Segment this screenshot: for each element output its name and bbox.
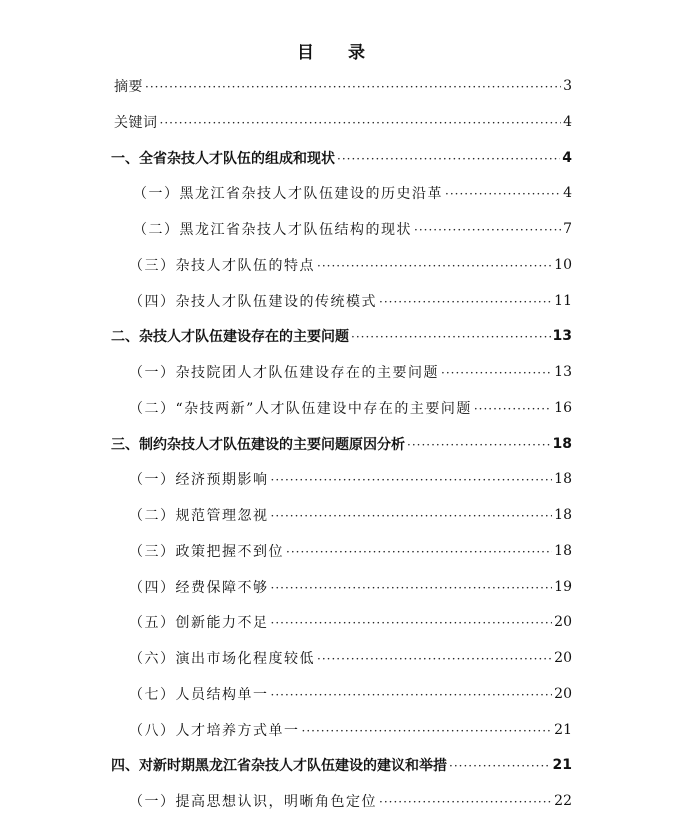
toc-entry[interactable] bbox=[129, 464, 572, 494]
toc-entry-page-number: 4 bbox=[563, 185, 572, 201]
toc-entry-page-number: 21 bbox=[554, 722, 572, 738]
toc-entry[interactable] bbox=[114, 71, 572, 101]
toc-entry-page-number: 18 bbox=[552, 436, 572, 452]
toc-entry-page-number: 19 bbox=[554, 579, 572, 595]
leader-dots bbox=[271, 616, 553, 630]
toc-entry-page-number: 20 bbox=[554, 686, 572, 702]
leader-dots bbox=[351, 330, 551, 344]
toc-entry-label: （四）杂技人才队伍建设的传统模式 bbox=[129, 294, 377, 310]
leader-dots bbox=[441, 366, 552, 380]
toc-entry[interactable] bbox=[129, 357, 572, 387]
toc-entry[interactable] bbox=[129, 643, 572, 673]
toc-entry[interactable] bbox=[111, 429, 572, 459]
toc-entry-page-number: 21 bbox=[552, 757, 572, 773]
leader-dots bbox=[317, 259, 552, 273]
toc-entry[interactable] bbox=[129, 250, 572, 280]
toc-entry[interactable] bbox=[111, 143, 572, 173]
toc-entry-label: 关键词 bbox=[114, 115, 158, 131]
toc-entry-label: 四、对新时期黑龙江省杂技人才队伍建设的建议和举措 bbox=[111, 758, 447, 774]
leader-dots bbox=[317, 652, 552, 666]
toc-entry[interactable] bbox=[129, 607, 572, 637]
toc-entry[interactable] bbox=[129, 679, 572, 709]
toc-entry-label: （一）经济预期影响 bbox=[129, 472, 269, 488]
leader-dots bbox=[474, 402, 552, 416]
toc-entry[interactable] bbox=[133, 178, 572, 208]
toc-entry-label: （三）杂技人才队伍的特点 bbox=[129, 258, 315, 274]
toc-entry-label: 一、全省杂技人才队伍的组成和现状 bbox=[111, 151, 335, 167]
toc-entry-label: 摘要 bbox=[114, 79, 143, 95]
toc-entry[interactable] bbox=[111, 321, 572, 351]
toc-entry[interactable] bbox=[129, 286, 572, 316]
toc-entry-page-number: 4 bbox=[563, 114, 572, 130]
toc-entry-label: （一）黑龙江省杂技人才队伍建设的历史沿革 bbox=[133, 186, 443, 202]
toc-entry-label: （三）政策把握不到位 bbox=[129, 544, 284, 560]
leader-dots bbox=[145, 80, 561, 94]
leader-dots bbox=[271, 581, 553, 595]
toc-entry-page-number: 18 bbox=[554, 543, 572, 559]
toc-entry-label: （四）经费保障不够 bbox=[129, 580, 269, 596]
toc-entry-page-number: 11 bbox=[554, 293, 572, 309]
toc-entry-label: （八）人才培养方式单一 bbox=[129, 723, 300, 739]
leader-dots bbox=[379, 295, 552, 309]
toc-entry-label: （一）杂技院团人才队伍建设存在的主要问题 bbox=[129, 365, 439, 381]
toc-entry-label: （六）演出市场化程度较低 bbox=[129, 651, 315, 667]
toc-entry-label: （七）人员结构单一 bbox=[129, 687, 269, 703]
toc-entry-page-number: 4 bbox=[562, 150, 572, 166]
leader-dots bbox=[271, 509, 553, 523]
leader-dots bbox=[286, 545, 552, 559]
leader-dots bbox=[337, 152, 560, 166]
toc-entry-label: （二）“杂技两新”人才队伍建设中存在的主要问题 bbox=[129, 401, 472, 417]
toc-entry-label: 二、杂技人才队伍建设存在的主要问题 bbox=[111, 329, 349, 345]
toc-entry[interactable] bbox=[129, 393, 572, 423]
toc-entry-page-number: 7 bbox=[563, 221, 572, 237]
toc-entry-label: （一）提高思想认识，明晰角色定位 bbox=[129, 794, 377, 810]
toc-entry[interactable] bbox=[129, 572, 572, 602]
toc-entry-label: （二）黑龙江省杂技人才队伍结构的现状 bbox=[133, 222, 412, 238]
toc-entry-label: （五）创新能力不足 bbox=[129, 615, 269, 631]
leader-dots bbox=[379, 795, 552, 809]
leader-dots bbox=[271, 688, 553, 702]
toc-title: 目 录 bbox=[297, 43, 379, 63]
leader-dots bbox=[271, 473, 553, 487]
toc-entry-page-number: 20 bbox=[554, 614, 572, 630]
toc-entry-page-number: 18 bbox=[554, 507, 572, 523]
toc-entry[interactable] bbox=[129, 715, 572, 745]
leader-dots bbox=[302, 724, 553, 738]
leader-dots bbox=[449, 759, 551, 773]
toc-entry-page-number: 13 bbox=[552, 328, 572, 344]
toc-entry-page-number: 18 bbox=[554, 471, 572, 487]
toc-entry[interactable] bbox=[133, 214, 572, 244]
toc-entry[interactable] bbox=[129, 500, 572, 530]
toc-entry-page-number: 20 bbox=[554, 650, 572, 666]
leader-dots bbox=[414, 223, 561, 237]
toc-entry-label: （二）规范管理忽视 bbox=[129, 508, 269, 524]
toc-entry-page-number: 13 bbox=[554, 364, 572, 380]
toc-entry-page-number: 16 bbox=[554, 400, 572, 416]
leader-dots bbox=[160, 116, 562, 130]
toc-entry[interactable] bbox=[129, 536, 572, 566]
leader-dots bbox=[445, 187, 561, 201]
toc-entry[interactable] bbox=[114, 107, 572, 137]
toc-entry[interactable] bbox=[111, 750, 572, 780]
toc-entry-page-number: 22 bbox=[554, 793, 572, 809]
toc-entry-label: 三、制约杂技人才队伍建设的主要问题原因分析 bbox=[111, 437, 405, 453]
leader-dots bbox=[407, 438, 551, 452]
toc-entry-page-number: 3 bbox=[563, 78, 572, 94]
toc-entry-page-number: 10 bbox=[554, 257, 572, 273]
